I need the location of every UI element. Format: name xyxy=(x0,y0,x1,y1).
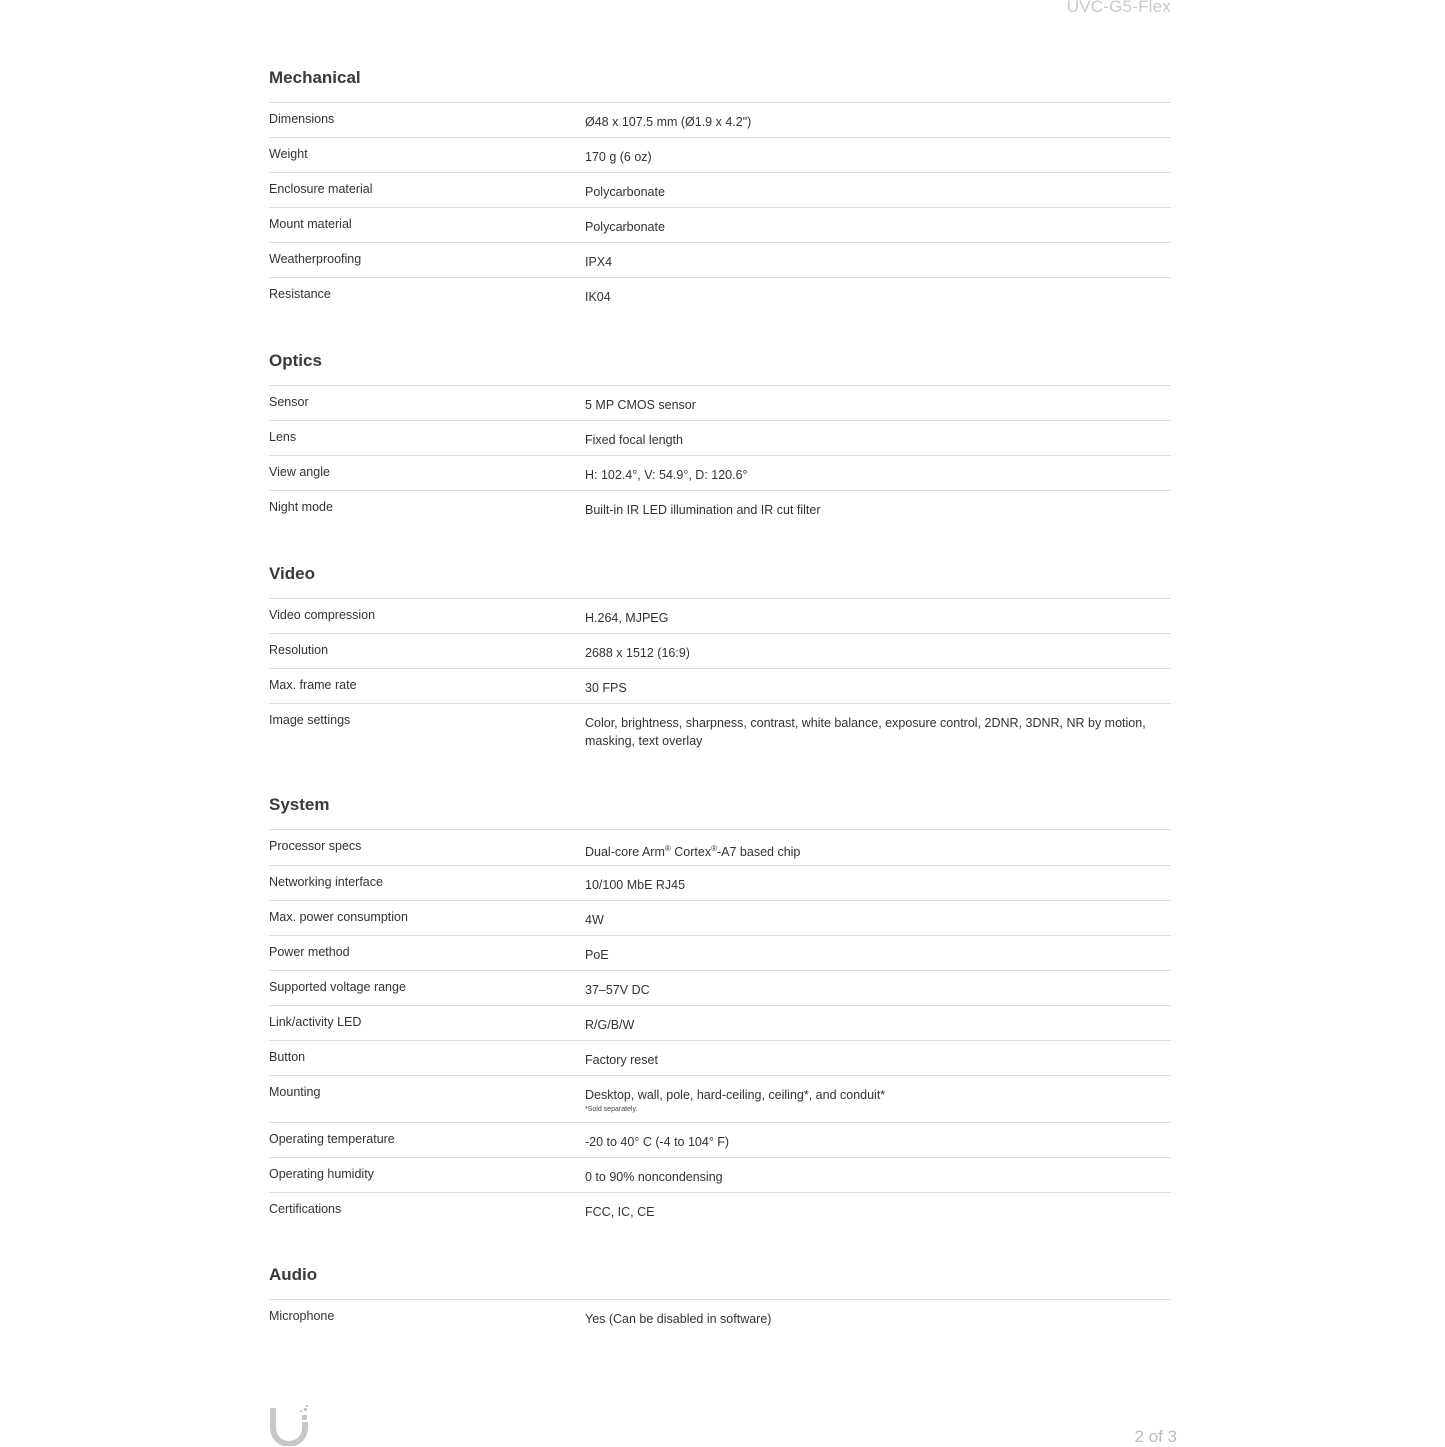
spec-value: H: 102.4°, V: 54.9°, D: 120.6° xyxy=(585,468,748,482)
section-title-system: System xyxy=(269,795,330,814)
table-row xyxy=(269,102,1171,138)
spec-label: Dimensions xyxy=(269,112,335,126)
table-row xyxy=(269,277,1171,313)
table-row xyxy=(269,1157,1171,1193)
table-row xyxy=(269,1040,1171,1076)
table-row xyxy=(269,455,1171,491)
spec-label: Processor specs xyxy=(269,839,362,853)
table-row xyxy=(269,1122,1171,1158)
table-row xyxy=(269,1005,1171,1041)
table-row xyxy=(269,970,1171,1006)
spec-value: Yes (Can be disabled in software) xyxy=(585,1312,772,1326)
section-title-mechanical: Mechanical xyxy=(269,68,361,87)
spec-label: Microphone xyxy=(269,1309,335,1323)
table-row xyxy=(269,598,1171,634)
spec-label: Max. frame rate xyxy=(269,678,357,692)
table-row xyxy=(269,1299,1171,1335)
spec-label: Mounting xyxy=(269,1085,321,1099)
spec-label: Operating temperature xyxy=(269,1132,395,1146)
spec-label: Operating humidity xyxy=(269,1167,374,1181)
spec-label: Enclosure material xyxy=(269,182,373,196)
table-row xyxy=(269,865,1171,901)
spec-value: 2688 x 1512 (16:9) xyxy=(585,646,690,660)
table-row xyxy=(269,703,1171,759)
spec-label: Lens xyxy=(269,430,297,444)
table-row xyxy=(269,633,1171,669)
spec-value: 170 g (6 oz) xyxy=(585,150,652,164)
table-row xyxy=(269,1192,1171,1228)
table-row xyxy=(269,172,1171,208)
table-row xyxy=(269,420,1171,456)
spec-label: Supported voltage range xyxy=(269,980,406,994)
section-title-video: Video xyxy=(269,564,315,583)
spec-value: Polycarbonate xyxy=(585,220,665,234)
spec-value: FCC, IC, CE xyxy=(585,1205,655,1219)
spec-label: Button xyxy=(269,1050,306,1064)
spec-value: 5 MP CMOS sensor xyxy=(585,398,696,412)
spec-value: IK04 xyxy=(585,290,611,304)
spec-value: 4W xyxy=(585,913,604,927)
spec-label: Link/activity LED xyxy=(269,1015,362,1029)
spec-label: View angle xyxy=(269,465,330,479)
page-number: 2 of 3 xyxy=(1134,1427,1177,1446)
table-row xyxy=(269,207,1171,243)
spec-label: Sensor xyxy=(269,395,309,409)
spec-value: Color, brightness, sharpness, contrast, white balance, exposure control, 2DNR, 3DNR, NR by motion, masking, text overlay xyxy=(585,716,1146,748)
table-row xyxy=(269,829,1171,866)
spec-label: Networking interface xyxy=(269,875,383,889)
spec-value: H.264, MJPEG xyxy=(585,611,669,625)
spec-value: Built-in IR LED illumination and IR cut filter xyxy=(585,503,821,517)
spec-label: Video compression xyxy=(269,608,376,622)
spec-label: Max. power consumption xyxy=(269,910,408,924)
spec-value: 37–57V DC xyxy=(585,983,650,997)
table-row xyxy=(269,385,1171,421)
table-row xyxy=(269,668,1171,704)
model-name: UVC-G5-Flex xyxy=(1066,0,1171,16)
spec-label: Resolution xyxy=(269,643,329,657)
spec-label: Resistance xyxy=(269,287,331,301)
spec-value: -20 to 40° C (-4 to 104° F) xyxy=(585,1135,730,1149)
ubiquiti-logo-icon xyxy=(268,1404,310,1446)
spec-value: Dual-core Arm® Cortex®-A7 based chip xyxy=(585,844,801,860)
table-row xyxy=(269,490,1171,526)
section-title-audio: Audio xyxy=(269,1265,318,1284)
spec-value: Factory reset xyxy=(585,1053,658,1067)
table-row xyxy=(269,935,1171,971)
table-row xyxy=(269,900,1171,936)
spec-value: PoE xyxy=(585,948,609,962)
section-title-optics: Optics xyxy=(269,351,322,370)
spec-value: IPX4 xyxy=(585,255,613,269)
spec-value: Polycarbonate xyxy=(585,185,665,199)
spec-value: Ø48 x 107.5 mm (Ø1.9 x 4.2") xyxy=(585,115,752,129)
spec-label: Power method xyxy=(269,945,350,959)
spec-value: R/G/B/W xyxy=(585,1018,635,1032)
spec-value: 0 to 90% noncondensing xyxy=(585,1170,723,1184)
spec-label: Night mode xyxy=(269,500,333,514)
spec-value: Fixed focal length xyxy=(585,433,683,447)
footnote: *Sold separately. xyxy=(585,1106,638,1113)
spec-value: Desktop, wall, pole, hard-ceiling, ceiling*, and conduit* *Sold separately. xyxy=(585,1086,1171,1114)
spec-value: 10/100 MbE RJ45 xyxy=(585,878,686,892)
table-row xyxy=(269,137,1171,173)
spec-label: Mount material xyxy=(269,217,352,231)
table-row xyxy=(269,1075,1171,1123)
spec-label: Weight xyxy=(269,147,308,161)
spec-label: Certifications xyxy=(269,1202,342,1216)
spec-label: Weatherproofing xyxy=(269,252,362,266)
table-row xyxy=(269,242,1171,278)
spec-label: Image settings xyxy=(269,713,351,727)
spec-value: 30 FPS xyxy=(585,681,627,695)
